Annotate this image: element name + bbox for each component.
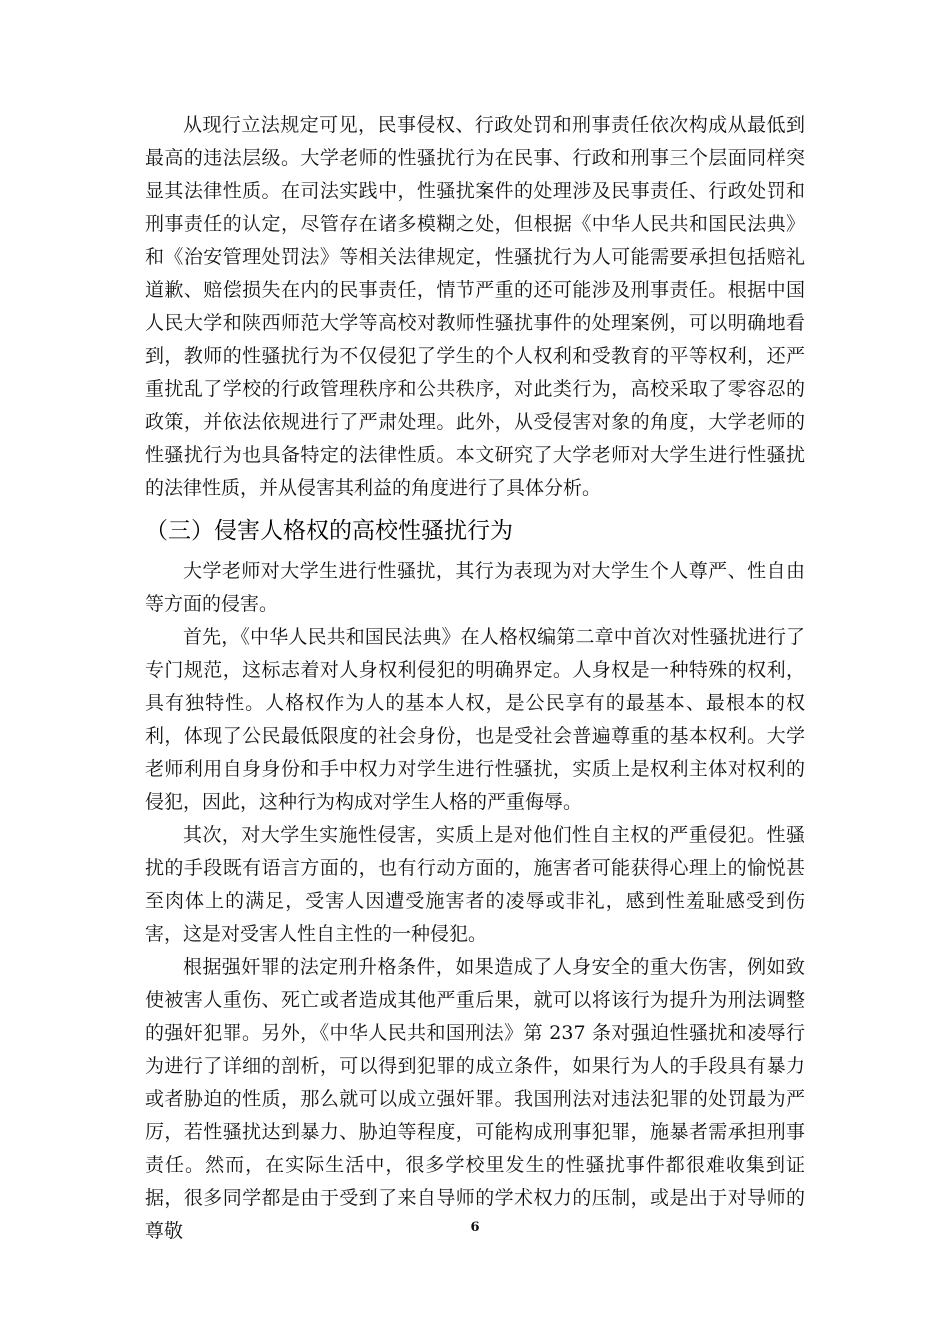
body-paragraph-3: 首先，《中华人民共和国民法典》在人格权编第二章中首次对性骚扰进行了专门规范，这标志着对人身权利侵犯的明确界定。人身权是一种特殊的权利，具有独特性。人格权作为人的基本人权，是公民享有的最基本、最根本的权利，体现了公民最低限度的社会身份，也是受社会普遍尊重的基本权利。大学老师利用自身身份和手中权力对学生进行性骚扰，实质上是权利主体对权利的侵犯，因此，这种行为构成对学生人格的严重侮辱。 bbox=[145, 626, 805, 813]
section-heading: （三）侵害人格权的高校性骚扰行为 bbox=[145, 518, 513, 544]
body-paragraph-4: 其次，对大学生实施性侵害，实质上是对他们性自主权的严重侵犯。性骚扰的手段既有语言方面的，也有行动方面的，施害者可能获得心理上的愉悦甚至肉体上的满足，受害人因遭受施害者的凌辱或非礼，感到性羞耻感受到伤害，这是对受害人性自主性的一种侵犯。 bbox=[145, 824, 805, 945]
document-body bbox=[145, 109, 805, 1248]
body-paragraph-5: 根据强奸罪的法定刑升格条件，如果造成了人身安全的重大伤害，例如致使被害人重伤、死亡或者造成其他严重后果，就可以将该行为提升为刑法调整的强奸犯罪。另外，《中华人民共和国刑法》第 237 条对强迫性骚扰和凌辱行为进行了详细的剖析，可以得到犯罪的成立条件，如果行为人的手段具有暴力或者胁迫的性质，那么就可以成立强奸罪。我国刑法对违法犯罪的处罚最为严厉，若性骚扰达到暴力、胁迫等程度，可能构成刑事犯罪，施暴者需承担刑事责任。然而，在实际生活中，很多学校里发生的性骚扰事件都很难收集到证据，很多同学都是由于受到了来自导师的学术权力的压制，或是出于对导师的尊敬 bbox=[145, 956, 805, 1242]
page-number: 6 bbox=[470, 1220, 480, 1235]
body-paragraph-2: 大学老师对大学生进行性骚扰，其行为表现为对大学生个人尊严、性自由等方面的侵害。 bbox=[145, 560, 805, 615]
body-paragraph-1: 从现行立法规定可见，民事侵权、行政处罚和刑事责任依次构成从最低到最高的违法层级。大学老师的性骚扰行为在民事、行政和刑事三个层面同样突显其法律性质。在司法实践中，性骚扰案件的处理涉及民事责任、行政处罚和刑事责任的认定，尽管存在诸多模糊之处，但根据《中华人民共和国民法典》和《治安管理处罚法》等相关法律规定，性骚扰行为人可能需要承担包括赔礼道歉、赔偿损失在内的民事责任，情节严重的还可能涉及刑事责任。根据中国人民大学和陕西师范大学等高校对教师性骚扰事件的处理案例，可以明确地看到，教师的性骚扰行为不仅侵犯了学生的个人权利和受教育的平等权利，还严重扰乱了学校的行政管理秩序和公共秩序，对此类行为，高校采取了零容忍的政策，并依法依规进行了严肃处理。此外，从受侵害对象的角度，大学老师的性骚扰行为也具备特定的法律性质。本文研究了大学老师对大学生进行性骚扰的法律性质，并从侵害其利益的角度进行了具体分析。 bbox=[145, 114, 805, 499]
